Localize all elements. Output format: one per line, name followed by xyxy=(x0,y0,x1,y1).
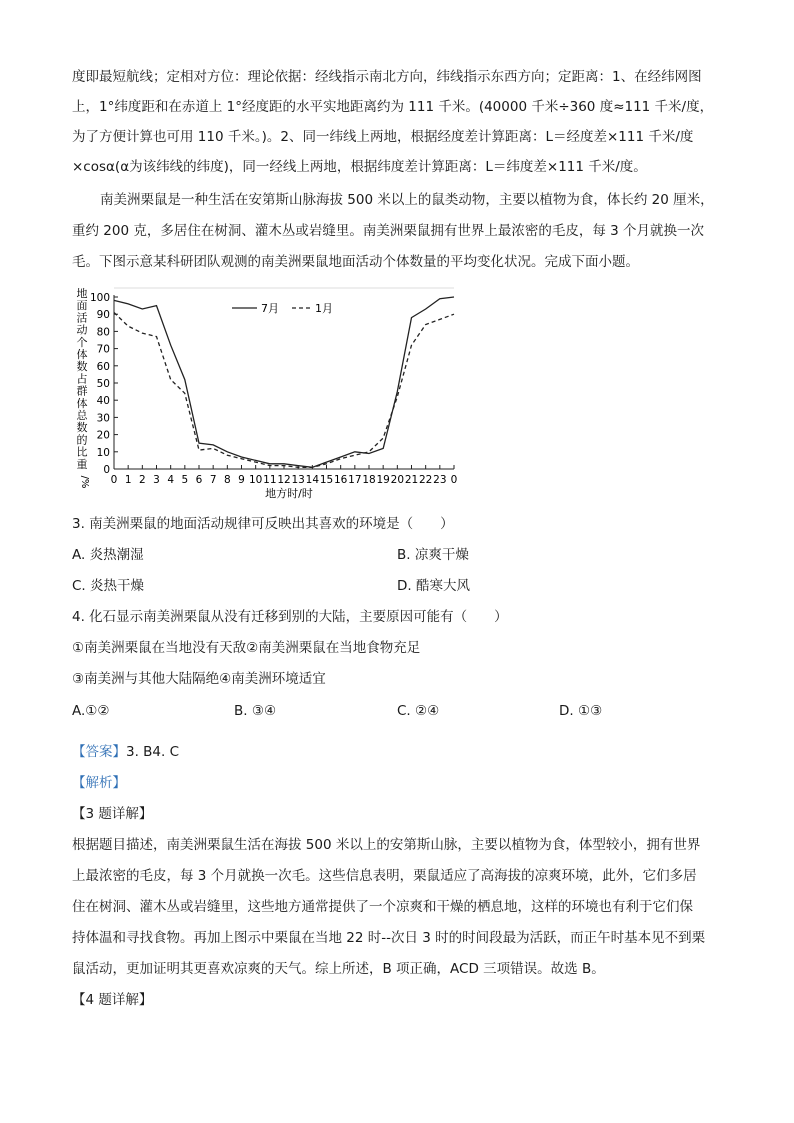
x-tick-label: 23 xyxy=(433,474,447,486)
y-axis-label-char: 数 xyxy=(76,421,88,435)
detail3-label: 【3 题详解】 xyxy=(72,806,153,822)
x-tick-label: 22 xyxy=(418,474,433,486)
y-tick-label: 90 xyxy=(96,309,110,322)
y-tick-label: 20 xyxy=(96,429,110,442)
x-tick-label: 5 xyxy=(181,474,189,486)
legend-jan-label: 1月 xyxy=(315,302,333,315)
x-tick-label: 14 xyxy=(305,474,320,486)
x-tick-label: 0 xyxy=(110,474,118,486)
x-tick-label: 21 xyxy=(404,474,419,486)
detail3-line-2: 上最浓密的毛皮，每 3 个月就换一次毛。这些信息表明，栗鼠适应了高海拔的凉爽环境，此外，它们多居 xyxy=(72,868,697,884)
detail4-label: 【4 题详解】 xyxy=(72,992,153,1008)
x-tick-label: 12 xyxy=(277,474,291,486)
x-tick-label: 4 xyxy=(167,474,175,486)
x-axis-ticks xyxy=(111,465,458,486)
intro-line-1: 度即最短航线；定相对方位：理论依据：经线指示南北方向，纬线指示东西方向；定距离：1、在经纬网图 xyxy=(72,69,702,85)
y-tick-label: 30 xyxy=(96,412,110,425)
intro-line-3: 为了方便计算也可用 110 千米。)。2、同一纬线上两地，根据经度差计算距离：L＝经度差×111 千米/度 xyxy=(72,129,694,145)
y-axis-label-unit: /% xyxy=(79,475,90,489)
y-axis-label-char: 总 xyxy=(76,409,88,422)
x-tick-label: 9 xyxy=(238,474,245,486)
y-tick-label: 40 xyxy=(96,395,110,408)
y-tick-label: 60 xyxy=(96,360,110,373)
y-axis-label-char: 体 xyxy=(76,396,88,410)
q4-option-c: C. ②④ xyxy=(397,703,440,719)
y-axis-label-char: 体 xyxy=(76,348,88,361)
y-tick-label: 100 xyxy=(89,292,110,304)
x-tick-label: 16 xyxy=(333,474,348,486)
answer-label: 【答案】 xyxy=(72,744,126,760)
y-axis-label-char: 群 xyxy=(76,384,88,398)
q3-stem: 3. 南美洲栗鼠的地面活动规律可反映出其喜欢的环境是（ ） xyxy=(72,516,454,532)
passage-line-3: 毛。下图示意某科研团队观测的南美洲栗鼠地面活动个体数量的平均变化状况。完成下面小题。 xyxy=(72,254,639,270)
q4-stem: 4. 化石显示南美洲栗鼠从没有迁移到别的大陆，主要原因可能有（ ） xyxy=(72,609,508,625)
y-tick-label: 50 xyxy=(96,378,110,390)
detail3-line-5: 鼠活动，更加证明其更喜欢凉爽的天气。综上所述，B 项正确，ACD 三项错误。故选 B。 xyxy=(72,961,605,977)
intro-line-2: 上，1°纬度距和在赤道上 1°经度距的水平实地距离约为 111 千米。(40000 千米÷360 度≈111 千米/度， xyxy=(72,99,714,115)
y-tick-label: 0 xyxy=(103,464,110,476)
x-tick-label: 6 xyxy=(195,474,203,486)
x-tick-label: 10 xyxy=(248,474,263,486)
y-axis-label-char: 面 xyxy=(76,299,88,313)
y-axis-label-char: 比 xyxy=(76,445,88,459)
detail3-line-4: 持体温和寻找食物。再加上图示中栗鼠在当地 22 时--次日 3 时的时间段最为活跃，而正午时基本见不到栗 xyxy=(72,930,706,946)
y-axis-label-char: 数 xyxy=(76,360,88,374)
y-tick-label: 80 xyxy=(96,326,110,339)
x-tick-label: 8 xyxy=(223,474,231,486)
x-tick-label: 18 xyxy=(362,474,376,486)
passage-line-1: 南美洲栗鼠是一种生活在安第斯山脉海拔 500 米以上的鼠类动物，主要以植物为食，体长约 20 厘米， xyxy=(100,192,714,208)
series-lines xyxy=(114,297,454,467)
q3-option-d: D. 酷寒大风 xyxy=(397,578,470,594)
q4-option-a: A.①② xyxy=(72,703,110,719)
y-tick-label: 70 xyxy=(96,343,110,356)
x-tick-label: 2 xyxy=(138,474,146,486)
detail3-line-3: 住在树洞、灌木丛或岩缝里，这些地方通常提供了一个凉爽和干燥的栖息地，这样的环境也有利于它们保 xyxy=(72,899,693,915)
y-axis-label-char: 地 xyxy=(76,287,88,300)
q4-option-b: B. ③④ xyxy=(234,703,277,719)
series-line-jul xyxy=(114,297,454,467)
detail3-line-1: 根据题目描述，南美洲栗鼠生活在海拔 500 米以上的安第斯山脉，主要以植物为食，体型较小，拥有世界 xyxy=(72,837,701,853)
x-tick-label: 7 xyxy=(209,474,217,486)
q3-option-b: B. 凉爽干燥 xyxy=(397,547,469,563)
activity-line-chart xyxy=(72,283,462,505)
y-axis-label-char: 个 xyxy=(76,335,88,349)
legend-jul-label: 7月 xyxy=(261,302,279,315)
y-axis-label-char: 的 xyxy=(76,433,88,447)
answer-line xyxy=(72,742,179,762)
x-tick-label: 0 xyxy=(450,474,458,486)
y-tick-label: 10 xyxy=(96,446,110,459)
series-line-jan xyxy=(114,313,454,468)
intro-line-4: ×cosα(α为该纬线的纬度)，同一经线上两地，根据纬度差计算距离：L＝纬度差×111 千米/度。 xyxy=(72,159,647,175)
analysis-label: 【解析】 xyxy=(72,775,126,791)
x-tick-label: 15 xyxy=(319,474,334,486)
y-axis-label-char: 动 xyxy=(76,323,88,337)
q4-option-d: D. ①③ xyxy=(559,703,603,719)
x-tick-label: 11 xyxy=(263,474,277,486)
x-tick-label: 13 xyxy=(291,474,305,486)
x-tick-label: 17 xyxy=(348,474,362,486)
x-tick-label: 3 xyxy=(153,474,160,486)
y-axis-label xyxy=(77,286,91,488)
answer-text: 3. B4. C xyxy=(126,744,180,760)
y-axis-label-char: 占 xyxy=(76,372,88,386)
q4-item-line-2: ③南美洲与其他大陆隔绝④南美洲环境适宜 xyxy=(72,671,326,687)
x-tick-label: 20 xyxy=(390,474,405,486)
q3-option-c: C. 炎热干燥 xyxy=(72,578,145,594)
passage-line-2: 重约 200 克，多居住在树洞、灌木丛或岩缝里。南美洲栗鼠拥有世界上最浓密的毛皮，每 3 个月就换一次 xyxy=(72,223,705,239)
q4-item-line-1: ①南美洲栗鼠在当地没有天敌②南美洲栗鼠在当地食物充足 xyxy=(72,640,421,656)
x-axis-label: 地方时/时 xyxy=(265,487,313,500)
x-tick-label: 19 xyxy=(376,474,390,486)
y-axis-label-char: 活 xyxy=(76,311,88,325)
y-axis-label-char: 重 xyxy=(76,457,88,471)
q3-option-a: A. 炎热潮湿 xyxy=(72,547,144,563)
x-tick-label: 1 xyxy=(124,474,132,486)
